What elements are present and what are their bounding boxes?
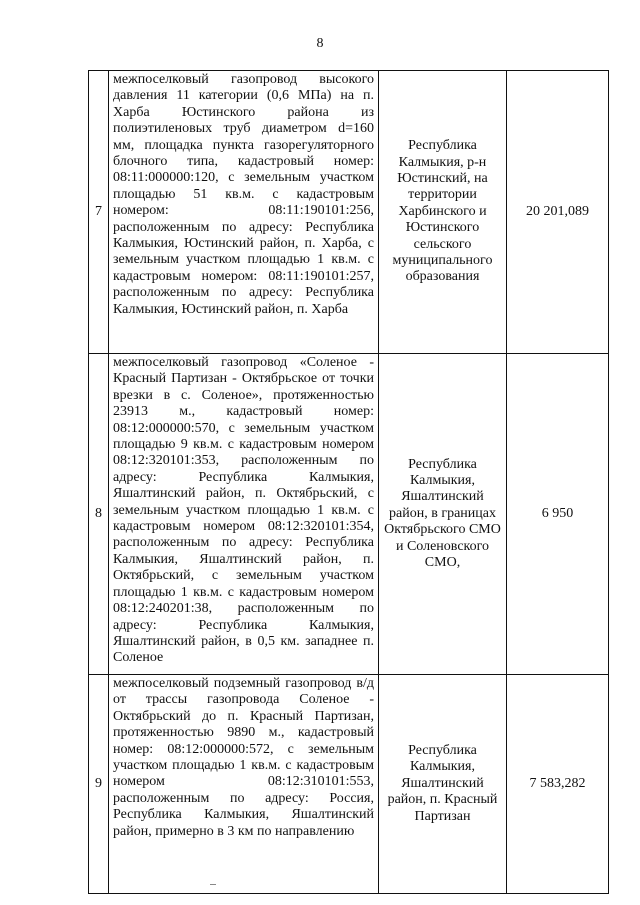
property-table	[88, 70, 609, 894]
location-cell: Республика Калмыкия, Яшалтинский район, п. Красный Партизан	[379, 675, 507, 894]
row-number-cell: 7	[89, 71, 109, 354]
row-number-cell: 8	[89, 354, 109, 675]
value-cell: 7 583,282	[507, 675, 609, 894]
row-number-cell: 9	[89, 675, 109, 894]
table-row	[89, 354, 609, 675]
description-cell: межпоселковый подземный газопровод в/д от трассы газопровода Соленое - Октябрьский до п. Красный Партизан, протяженностью 9890 м., кадастровый номер: 08:12:000000:572, с земельным участком площадью 1 кв.м. с кадастровым номером 08:12:310101:553, расположенным по адресу: Россия, Республика Калмыкия, Яшалтинский район, примерно в 3 км по направлению	[109, 675, 379, 894]
location-cell: Республика Калмыкия, Яшалтинский район, в границах Октябрьского СМО и Соленовского СМО,	[379, 354, 507, 675]
description-cell: межпоселковый газопровод «Соленое - Красный Партизан - Октябрьское от точки врезки в с. Соленое», протяженностью 23913 м., кадастровый номер: 08:12:000000:570, с земельным участком площадью 9 кв.м. с кадастровым номером 08:12:320101:353, расположенным по адресу: Республика Калмыкия, Яшалтинский район, п. Октябрьский, с земельным участком площадью 1 кв.м. с кадастровым номером 08:12:320101:354, расположенным по адресу: Республика Калмыкия, Яшалтинский район, п. Октябрьский, с земельным участком площадью 1 кв.м. с кадастровым номером 08:12:240201:38, расположенным по адресу: Республика Калмыкия, Яшалтинский район, в 0,5 км. западнее п. Соленое	[109, 354, 379, 675]
location-cell: Республика Калмыкия, р-н Юстинский, на территории Харбинского и Юстинского сельского муниципального образования	[379, 71, 507, 354]
description-cell: межпоселковый газопровод высокого давления 11 категории (0,6 МПа) на п. Харба Юстинского района из полиэтиленовых труб диаметром d=160 мм, площадка пункта газорегуляторного блочного типа, кадастровый номер: 08:11:000000:120, с земельным участком площадью 51 кв.м. с кадастровым номером: 08:11:190101:256, расположенным по адресу: Республика Калмыкия, Юстинский район, п. Харба, с земельным участком площадью 1 кв.м. с кадастровым номером: 08:11:190101:257, расположенным по адресу: Республика Калмыкия, Юстинский район, п. Харба	[109, 71, 379, 354]
value-cell: 6 950	[507, 354, 609, 675]
page-number: 8	[316, 36, 324, 51]
value-cell: 20 201,089	[507, 71, 609, 354]
table-row	[89, 71, 609, 354]
scan-mark	[210, 884, 216, 885]
table-row	[89, 675, 609, 894]
